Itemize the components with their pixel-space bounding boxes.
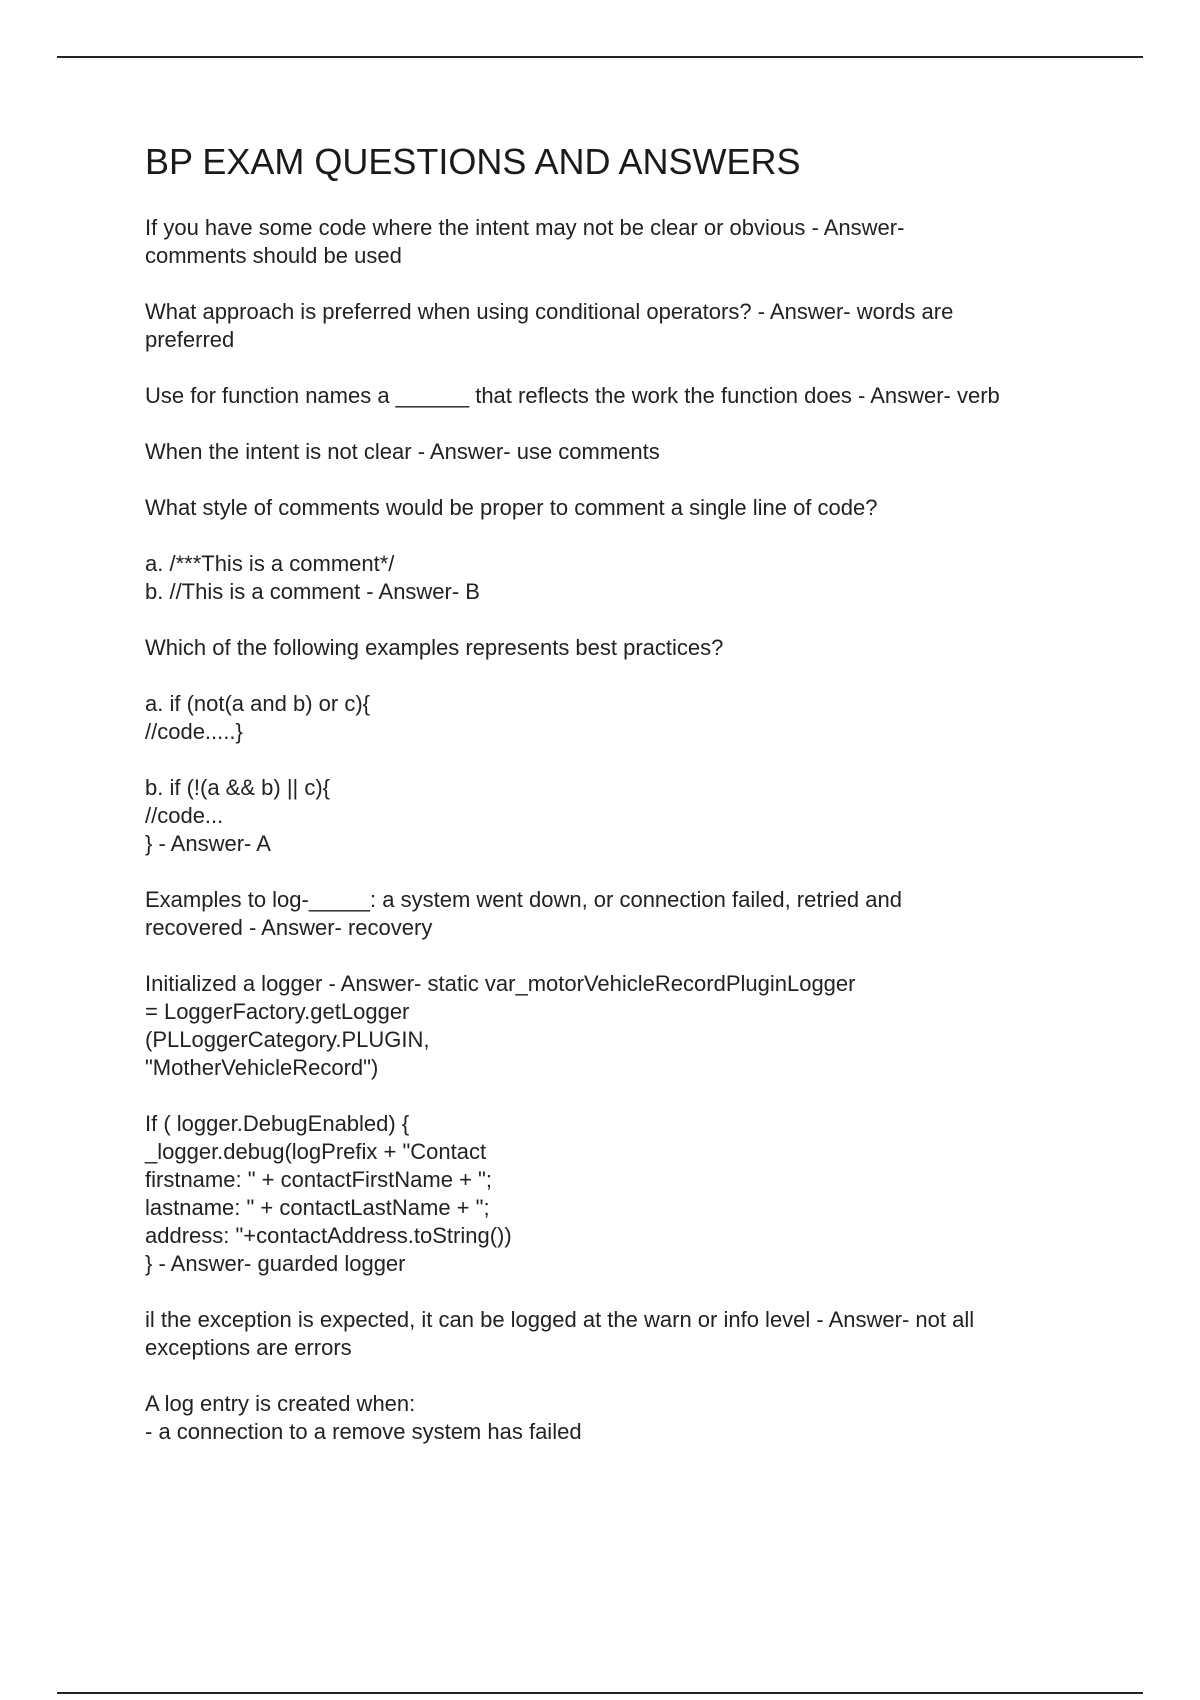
- document-title: BP EXAM QUESTIONS AND ANSWERS: [145, 141, 801, 182]
- paragraph-line: a. /***This is a comment*/: [145, 551, 395, 576]
- qa-paragraph: [145, 494, 1105, 522]
- paragraph-line: } - Answer- guarded logger: [145, 1251, 406, 1276]
- qa-paragraph: [145, 886, 1105, 942]
- paragraph-line: What approach is preferred when using conditional operators? - Answer- words are: [145, 299, 954, 324]
- paragraph-line: a. if (not(a and b) or c){: [145, 691, 370, 716]
- paragraph-line: If ( logger.DebugEnabled) {: [145, 1111, 410, 1136]
- qa-paragraph: [145, 1110, 1105, 1278]
- paragraph-line: - a connection to a remove system has failed: [145, 1419, 582, 1444]
- paragraph-line: Initialized a logger - Answer- static var_motorVehicleRecordPluginLogger: [145, 971, 856, 996]
- paragraph-line: If you have some code where the intent may not be clear or obvious - Answer-: [145, 215, 905, 240]
- paragraph-line: Which of the following examples represents best practices?: [145, 635, 724, 660]
- qa-paragraph: [145, 550, 1105, 606]
- paragraph-line: recovered - Answer- recovery: [145, 915, 433, 940]
- paragraph-line: } - Answer- A: [145, 831, 271, 856]
- qa-paragraph: [145, 970, 1105, 1082]
- qa-paragraph: [145, 214, 1105, 270]
- paragraph-line: b. if (!(a && b) || c){: [145, 775, 331, 800]
- document-body: [145, 140, 1105, 1474]
- top-rule: [57, 56, 1143, 58]
- paragraph-line: _logger.debug(logPrefix + "Contact: [145, 1139, 487, 1164]
- qa-paragraph: [145, 634, 1105, 662]
- paragraph-line: //code.....}: [145, 719, 243, 744]
- paragraph-line: (PLLoggerCategory.PLUGIN,: [145, 1027, 430, 1052]
- paragraph-line: lastname: " + contactLastName + ";: [145, 1195, 490, 1220]
- qa-paragraph: [145, 774, 1105, 858]
- qa-paragraph: [145, 438, 1105, 466]
- paragraph-line: exceptions are errors: [145, 1335, 352, 1360]
- paragraph-line: //code...: [145, 803, 224, 828]
- paragraph-line: "MotherVehicleRecord"): [145, 1055, 379, 1080]
- paragraph-line: What style of comments would be proper to comment a single line of code?: [145, 495, 878, 520]
- paragraph-line: b. //This is a comment - Answer- B: [145, 579, 480, 604]
- paragraph-line: When the intent is not clear - Answer- use comments: [145, 439, 660, 464]
- paragraph-line: il the exception is expected, it can be logged at the warn or info level - Answer- not all: [145, 1307, 975, 1332]
- paragraph-line: Use for function names a ______ that reflects the work the function does - Answer- verb: [145, 383, 1000, 408]
- question-list: [145, 214, 1105, 1446]
- bottom-rule: [57, 1692, 1143, 1694]
- paragraph-line: = LoggerFactory.getLogger: [145, 999, 410, 1024]
- qa-paragraph: [145, 382, 1105, 410]
- paragraph-line: A log entry is created when:: [145, 1391, 416, 1416]
- qa-paragraph: [145, 1390, 1105, 1446]
- qa-paragraph: [145, 298, 1105, 354]
- paragraph-line: preferred: [145, 327, 235, 352]
- paragraph-line: address: "+contactAddress.toString()): [145, 1223, 512, 1248]
- paragraph-line: Examples to log-_____: a system went down, or connection failed, retried and: [145, 887, 902, 912]
- paragraph-line: comments should be used: [145, 243, 402, 268]
- qa-paragraph: [145, 1306, 1105, 1362]
- qa-paragraph: [145, 690, 1105, 746]
- paragraph-line: firstname: " + contactFirstName + ";: [145, 1167, 492, 1192]
